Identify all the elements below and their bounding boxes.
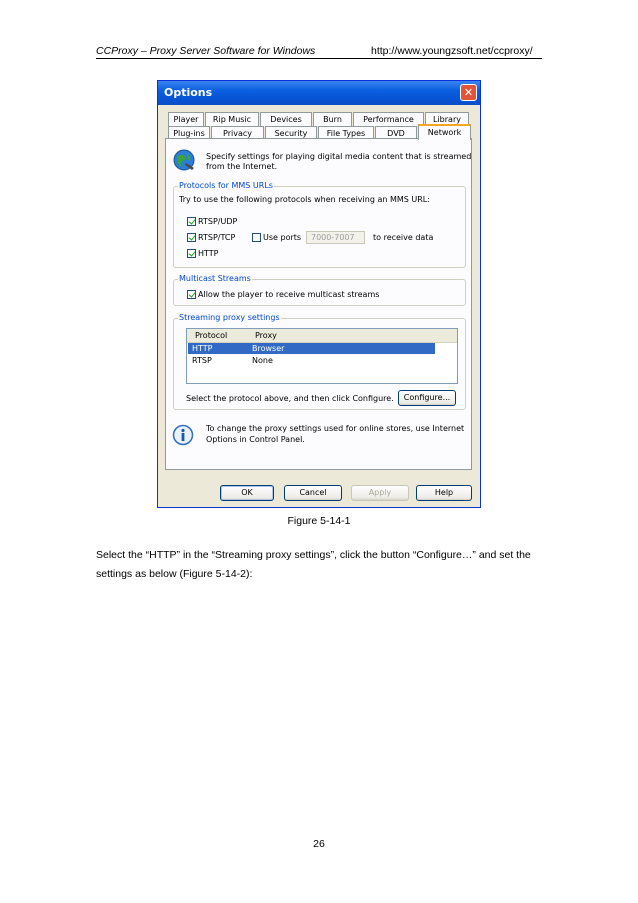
intro-text-2: from the Internet.	[206, 162, 278, 171]
column-proxy[interactable]: Proxy	[255, 331, 277, 340]
protocol-cell: RTSP	[192, 356, 212, 365]
configure-button[interactable]: Configure...	[398, 390, 456, 406]
proxy-list-header	[187, 329, 457, 343]
use-ports-label: Use ports	[263, 233, 302, 242]
header-rule	[96, 58, 542, 59]
page-header-right: http://www.youngzsoft.net/ccproxy/	[371, 45, 533, 57]
tab-label: Privacy	[223, 129, 252, 138]
tab-label: Performance	[363, 115, 414, 124]
tab-label: Player	[173, 115, 199, 124]
to-receive-label: to receive data	[373, 233, 434, 242]
info-icon	[172, 424, 194, 446]
cancel-button[interactable]: Cancel	[284, 485, 342, 501]
tab-label: Devices	[270, 115, 302, 124]
protocol-cell: HTTP	[192, 344, 213, 353]
network-tab-panel	[165, 138, 472, 470]
tab-label: Library	[433, 115, 461, 124]
dialog-titlebar	[158, 81, 480, 105]
options-dialog	[157, 80, 481, 508]
rtsp-tcp-checkbox[interactable]	[187, 233, 196, 242]
proxy-row-rtsp[interactable]	[188, 355, 435, 366]
http-label: HTTP	[198, 249, 219, 258]
protocols-instruction: Try to use the following protocols when receiving an MMS URL:	[179, 195, 430, 204]
http-checkbox[interactable]	[187, 249, 196, 258]
tab-player[interactable]	[168, 112, 204, 126]
proxy-cell: None	[252, 356, 273, 365]
proxy-cell: Browser	[252, 344, 285, 353]
column-protocol[interactable]: Protocol	[195, 331, 228, 340]
multicast-group-title: Multicast Streams	[179, 274, 251, 283]
dialog-title: Options	[164, 86, 213, 99]
ports-input[interactable]: 7000-7007	[306, 231, 365, 244]
page-header-left: CCProxy – Proxy Server Software for Windows	[96, 45, 316, 57]
apply-button[interactable]: Apply	[351, 485, 409, 501]
proxy-list[interactable]	[186, 328, 458, 384]
tab-burn[interactable]	[313, 112, 352, 126]
close-icon: ✕	[463, 86, 474, 99]
tab-label: DVD	[387, 129, 405, 138]
tab-label: Network	[427, 128, 462, 137]
note-text-2: Options in Control Panel.	[206, 435, 305, 444]
tab-label: Plug-ins	[173, 129, 205, 138]
help-button[interactable]: Help	[416, 485, 472, 501]
tab-devices[interactable]	[260, 112, 312, 126]
tab-label: Security	[274, 129, 308, 138]
proxy-row-http[interactable]	[188, 343, 435, 354]
multicast-checkbox[interactable]	[187, 290, 196, 299]
figure-caption: Figure 5-14-1	[287, 515, 351, 527]
tab-network[interactable]	[418, 124, 471, 140]
tab-performance[interactable]	[353, 112, 424, 126]
multicast-label: Allow the player to receive multicast streams	[198, 290, 380, 299]
note-text-1: To change the proxy settings used for online stores, use Internet	[206, 424, 465, 433]
body-paragraph: Select the “HTTP” in the “Streaming proxy settings”, click the button “Configure…” and set the settings as below (Figure 5-14-2):	[96, 549, 531, 580]
rtsp-udp-checkbox[interactable]	[187, 217, 196, 226]
tab-label: File Types	[326, 129, 366, 138]
globe-icon	[172, 148, 196, 172]
ok-button[interactable]: OK	[220, 485, 274, 501]
tab-label: Burn	[323, 115, 342, 124]
use-ports-checkbox[interactable]	[252, 233, 261, 242]
protocols-group-title: Protocols for MMS URLs	[179, 181, 273, 190]
configure-hint: Select the protocol above, and then click Configure.	[186, 394, 394, 403]
tab-rip-music[interactable]	[205, 112, 259, 126]
page-number: 26	[313, 838, 325, 850]
tab-label: Rip Music	[212, 115, 252, 124]
streaming-proxy-group-title: Streaming proxy settings	[179, 313, 280, 322]
rtsp-udp-label: RTSP/UDP	[198, 217, 238, 226]
intro-text-1: Specify settings for playing digital media content that is streamed	[206, 152, 472, 161]
rtsp-tcp-label: RTSP/TCP	[198, 233, 236, 242]
close-button[interactable]	[460, 84, 477, 101]
